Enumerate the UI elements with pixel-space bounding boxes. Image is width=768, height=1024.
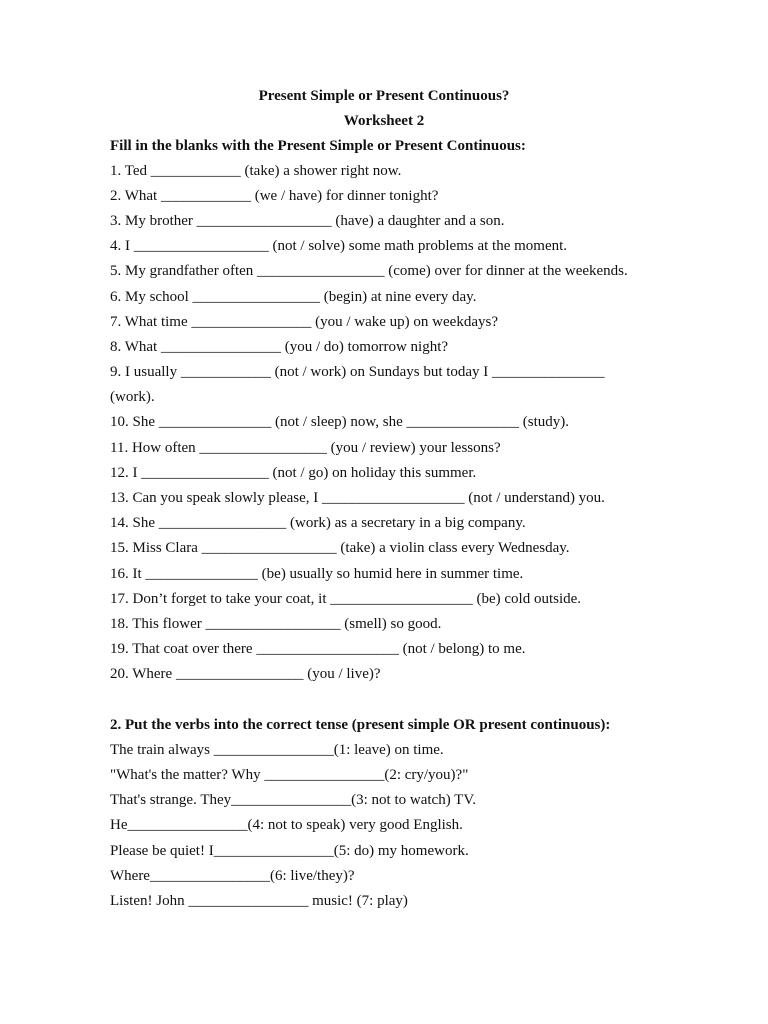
exercise-item: 16. It _______________ (be) usually so humid here in summer time. xyxy=(110,566,524,582)
exercise-item: 12. I _________________ (not / go) on holiday this summer. xyxy=(110,465,477,481)
section-1-heading: Fill in the blanks with the Present Simple or Present Continuous: xyxy=(110,138,526,154)
section-2-heading: 2. Put the verbs into the correct tense (present simple OR present continuous): xyxy=(110,717,611,733)
exercise-item: 10. She _______________ (not / sleep) now, she _______________ (study). xyxy=(110,414,569,430)
exercise-item: The train always ________________(1: leave) on time. xyxy=(110,742,444,758)
exercise-item: 1. Ted ____________ (take) a shower right now. xyxy=(110,163,402,179)
exercise-item: 3. My brother __________________ (have) a daughter and a son. xyxy=(110,213,505,229)
exercise-item: Listen! John ________________ music! (7: play) xyxy=(110,893,408,909)
exercise-item: 19. That coat over there ___________________ (not / belong) to me. xyxy=(110,641,526,657)
exercise-item: 14. She _________________ (work) as a secretary in a big company. xyxy=(110,515,526,531)
exercise-item: 13. Can you speak slowly please, I ___________________ (not / understand) you. xyxy=(110,490,605,506)
exercise-item: 9. I usually ____________ (not / work) on Sundays but today I _______________ xyxy=(110,364,605,380)
exercise-item: 8. What ________________ (you / do) tomorrow night? xyxy=(110,339,449,355)
worksheet-subtitle: Worksheet 2 xyxy=(343,113,425,129)
exercise-item: "What's the matter? Why ________________(2: cry/you)?" xyxy=(110,767,469,783)
exercise-item: 5. My grandfather often _________________ (come) over for dinner at the weekends. xyxy=(110,263,628,279)
exercise-item: 4. I __________________ (not / solve) some math problems at the moment. xyxy=(110,238,568,254)
exercise-item: He________________(4: not to speak) very good English. xyxy=(110,817,463,833)
exercise-item: 2. What ____________ (we / have) for dinner tonight? xyxy=(110,188,439,204)
exercise-item: That's strange. They________________(3: not to watch) TV. xyxy=(110,792,476,808)
exercise-item: Please be quiet! I________________(5: do) my homework. xyxy=(110,843,469,859)
exercise-item: 6. My school _________________ (begin) at nine every day. xyxy=(110,289,477,305)
exercise-item: 15. Miss Clara __________________ (take) a violin class every Wednesday. xyxy=(110,540,570,556)
exercise-item: 20. Where _________________ (you / live)? xyxy=(110,666,381,682)
worksheet-title: Present Simple or Present Continuous? xyxy=(258,88,510,104)
exercise-item: 17. Don’t forget to take your coat, it ___________________ (be) cold outside. xyxy=(110,591,582,607)
exercise-item: Where________________(6: live/they)? xyxy=(110,868,355,884)
exercise-item-continuation: (work). xyxy=(110,389,155,405)
exercise-item: 7. What time ________________ (you / wake up) on weekdays? xyxy=(110,314,498,330)
exercise-item: 11. How often _________________ (you / review) your lessons? xyxy=(110,440,501,456)
exercise-item: 18. This flower __________________ (smell) so good. xyxy=(110,616,442,632)
